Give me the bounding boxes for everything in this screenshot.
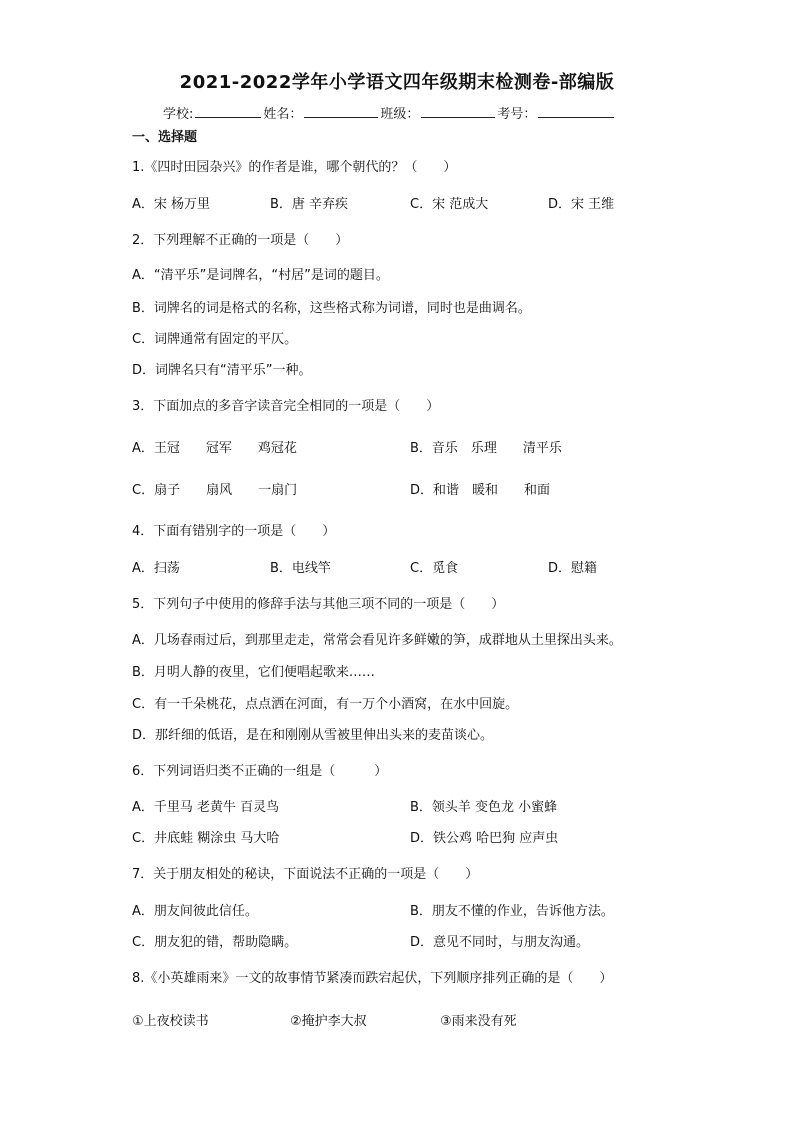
question-4-option-d: D．慰籍 bbox=[548, 561, 598, 576]
question-3-stem: 3．下面加点的多音字读音完全相同的一项是（ ） bbox=[132, 399, 440, 414]
question-7-option-d: D．意见不同时，与朋友沟通。 bbox=[410, 935, 590, 950]
question-5-stem: 5．下列句子中使用的修辞手法与其他三项不同的一项是（ ） bbox=[132, 597, 505, 612]
question-5-option-c: C．有一千朵桃花，点点洒在河面，有一万个小酒窝，在水中回旋。 bbox=[132, 697, 519, 712]
question-5-option-d: D．那纤细的低语，是在和刚刚从雪被里伸出头来的麦苗谈心。 bbox=[132, 728, 494, 743]
question-1-option-c: C．宋 范成大 bbox=[410, 197, 489, 212]
question-8-event-3: ③雨来没有死 bbox=[440, 1014, 517, 1029]
question-1-option-d: D．宋 王维 bbox=[548, 197, 615, 212]
question-4-stem: 4．下面有错别字的一项是（ ） bbox=[132, 524, 336, 539]
section-heading: 一、选择题 bbox=[132, 130, 198, 145]
question-8-event-1: ①上夜校读书 bbox=[132, 1014, 209, 1029]
class-label: 班级： bbox=[380, 107, 420, 122]
number-label: 考号： bbox=[497, 107, 537, 122]
question-6-option-a: A．千里马 老黄牛 百灵鸟 bbox=[132, 800, 280, 815]
question-1-option-a: A．宋 杨万里 bbox=[132, 197, 211, 212]
question-4-option-c: C．觅食 bbox=[410, 561, 459, 576]
student-info-line bbox=[163, 103, 616, 122]
school-label: 学校: bbox=[163, 107, 194, 122]
question-4-option-b: B．电线竿 bbox=[270, 561, 331, 576]
name-label: 姓名： bbox=[263, 107, 303, 122]
question-6-option-b: B．领头羊 变色龙 小蜜蜂 bbox=[410, 800, 558, 815]
question-7-option-a: A．朋友间彼此信任。 bbox=[132, 904, 258, 919]
question-3-option-b: B．音乐 乐理 清平乐 bbox=[410, 441, 562, 456]
class-blank bbox=[421, 105, 495, 118]
question-2-stem: 2．下列理解不正确的一项是（ ） bbox=[132, 233, 349, 248]
question-2-option-d: D．词牌名只有“清平乐”一种。 bbox=[132, 363, 312, 378]
number-blank bbox=[538, 105, 614, 118]
question-1-stem: 1.《四时田园杂兴》的作者是谁，哪个朝代的？（ ） bbox=[132, 160, 457, 175]
question-2-option-c: C．词牌通常有固定的平仄。 bbox=[132, 332, 298, 347]
question-3-option-d: D．和谐 暖和 和面 bbox=[410, 483, 551, 498]
question-6-option-d: D．铁公鸡 哈巴狗 应声虫 bbox=[410, 831, 559, 846]
question-8-event-2: ②掩护李大叔 bbox=[290, 1014, 367, 1029]
question-2-option-b: B．词牌名的词是格式的名称，这些格式称为词谱，同时也是曲调名。 bbox=[132, 301, 531, 316]
question-7-stem: 7．关于朋友相处的秘诀，下面说法不正确的一项是（ ） bbox=[132, 867, 479, 882]
exam-title: 2021-2022学年小学语文四年级期末检测卷-部编版 bbox=[179, 72, 615, 93]
question-7-option-b: B．朋友不懂的作业，告诉他方法。 bbox=[410, 904, 614, 919]
question-6-option-c: C．井底蛙 糊涂虫 马大哈 bbox=[132, 831, 280, 846]
school-blank bbox=[195, 105, 261, 118]
question-4-option-a: A．扫荡 bbox=[132, 561, 180, 576]
question-3-option-c: C．扇子 扇风 一扇门 bbox=[132, 483, 298, 498]
question-5-option-b: B．月明人静的夜里，它们便唱起歌来…… bbox=[132, 665, 375, 680]
name-blank bbox=[304, 105, 378, 118]
question-5-option-a: A．几场春雨过后，到那里走走，常常会看见许多鲜嫩的笋，成群地从土里探出头来。 bbox=[132, 633, 622, 648]
question-1-option-b: B．唐 辛弃疾 bbox=[270, 197, 349, 212]
question-3-option-a: A．王冠 冠军 鸡冠花 bbox=[132, 441, 297, 456]
question-8-stem: 8.《小英雄雨来》一文的故事情节紧凑而跌宕起伏，下列顺序排列正确的是（ ） bbox=[132, 971, 613, 986]
question-2-option-a: A．“清平乐”是词牌名，“村居”是词的题目。 bbox=[132, 268, 389, 283]
question-7-option-c: C．朋友犯的错，帮助隐瞒。 bbox=[132, 935, 298, 950]
question-6-stem: 6．下列词语归类不正确的一组是（ ） bbox=[132, 764, 388, 779]
